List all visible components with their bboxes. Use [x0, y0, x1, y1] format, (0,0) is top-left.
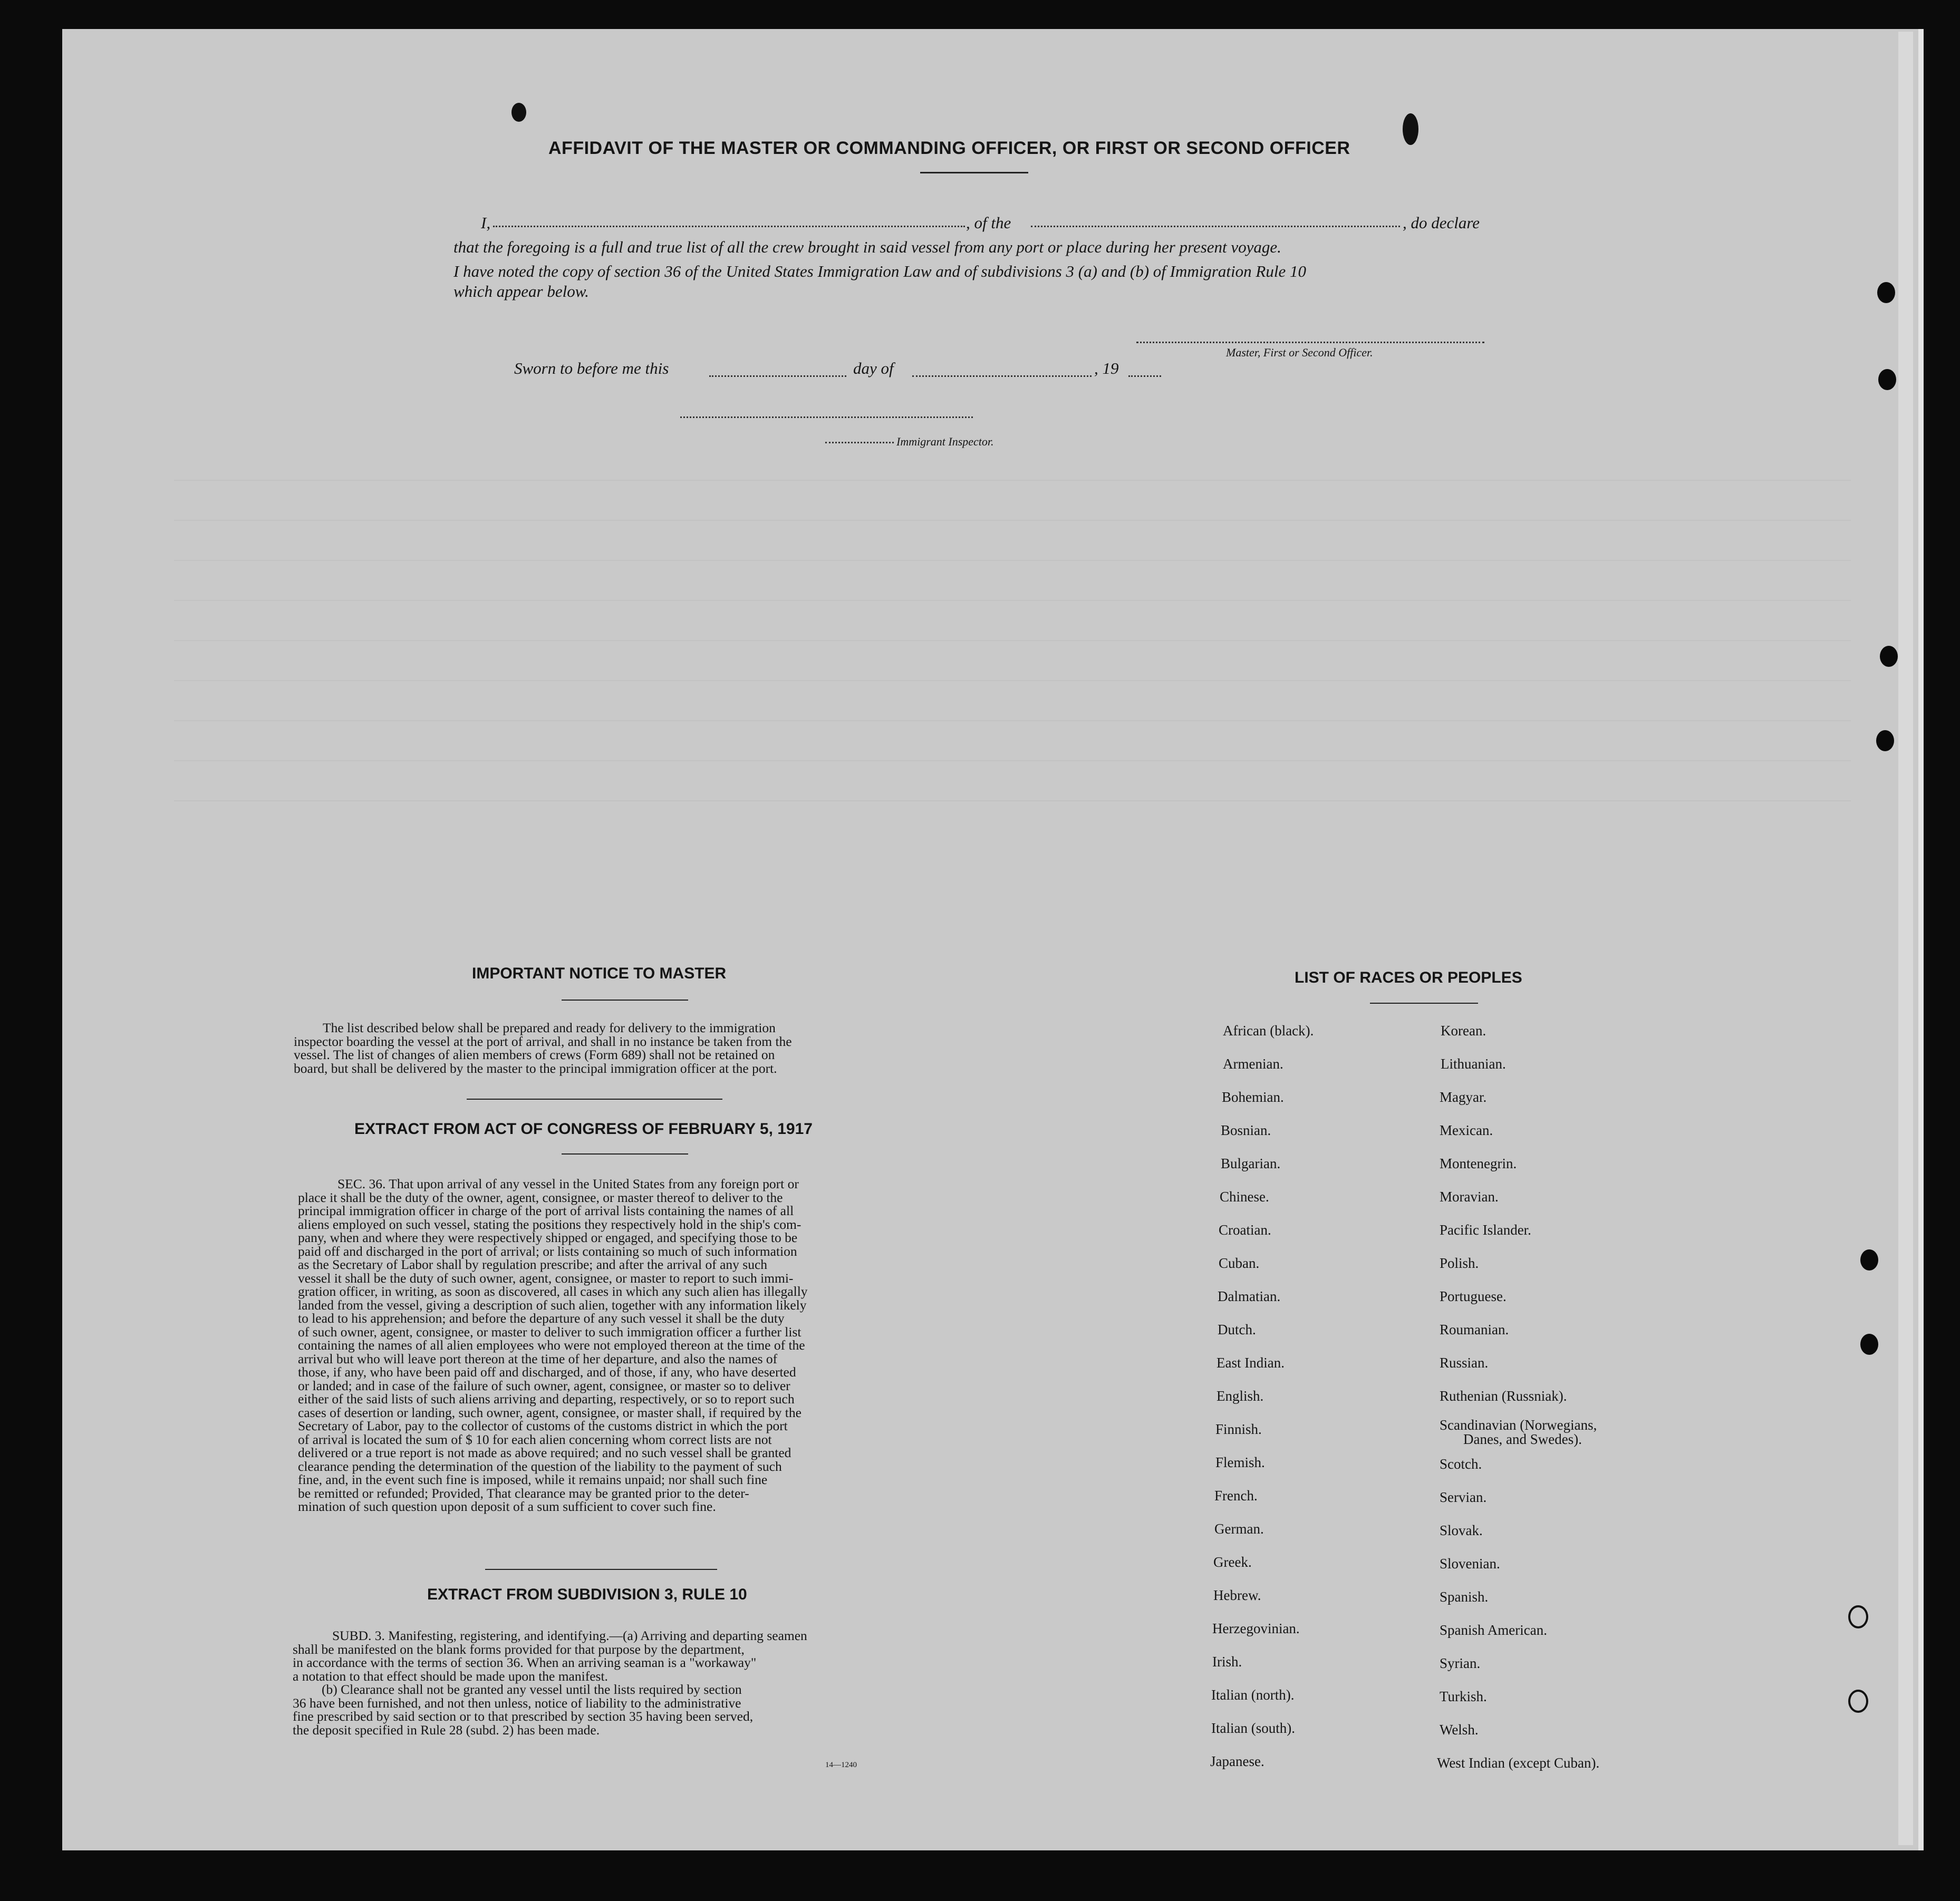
race-item: Armenian.	[1223, 1056, 1283, 1072]
races-rule	[1370, 1003, 1478, 1004]
race-item: Flemish.	[1215, 1454, 1265, 1470]
race-item: Greek.	[1213, 1554, 1252, 1570]
act-line: as the Secretary of Labor shall by regulation prescribe; and after the arrival of any such	[298, 1257, 768, 1272]
notice-rule	[562, 1000, 688, 1001]
act-line: to lead to his apprehension; and before the departure of any such vessel it shall be the duty	[298, 1311, 785, 1326]
race-item: Spanish American.	[1440, 1622, 1547, 1638]
race-item: Italian (north).	[1211, 1687, 1295, 1703]
act-line: be remitted or refunded; Provided, That clearance may be granted prior to the deter-	[298, 1485, 749, 1501]
act-line: SEC. 36. That upon arrival of any vessel in the United States from any foreign port or	[337, 1176, 799, 1191]
sworn-year-field[interactable]	[1128, 375, 1161, 377]
race-item: Roumanian.	[1440, 1322, 1509, 1337]
rule-line: fine prescribed by said section or to that prescribed by section 35 having been served,	[293, 1709, 754, 1724]
punch-hole	[1860, 1334, 1878, 1355]
race-item: Moravian.	[1440, 1189, 1499, 1205]
race-item: Slovak.	[1440, 1522, 1483, 1538]
race-item: African (black).	[1223, 1023, 1314, 1039]
race-item: West Indian (except Cuban).	[1437, 1755, 1600, 1771]
act-line: Secretary of Labor, pay to the collector of customs of the customs district in which the port	[298, 1418, 788, 1433]
inspector-label: Immigrant Inspector.	[896, 435, 994, 448]
race-item: Mexican.	[1440, 1122, 1493, 1138]
race-item: Korean.	[1441, 1023, 1486, 1039]
race-item: Bohemian.	[1222, 1089, 1284, 1105]
race-item: Bosnian.	[1221, 1122, 1271, 1138]
declaration-line-2: that the foregoing is a full and true list of all the crew brought in said vessel from any port or place during her present voyage.	[453, 238, 1281, 256]
act-body	[298, 1177, 928, 1514]
act-line: gration officer, in writing, as soon as discovered, all cases in which any such alien has illegally	[298, 1284, 808, 1299]
race-item: Danes, and Swedes).	[1463, 1431, 1582, 1447]
act-line: or landed; and in case of the failure of such owner, agent, consignee, or master so to deliver	[298, 1378, 790, 1393]
act-line: delivered or a true report is not made as above required; and no such vessel shall be granted	[298, 1445, 791, 1460]
of-the-label: , of the	[966, 214, 1011, 232]
race-item: Italian (south).	[1211, 1720, 1295, 1736]
race-item: Scandinavian (Norwegians,	[1440, 1417, 1597, 1433]
act-line: aliens employed on such vessel, stating the positions they respectively hold in the ship's com-	[298, 1216, 802, 1232]
rule-line: 36 have been furnished, and not then unless, notice of liability to the administrative	[293, 1695, 741, 1711]
race-item: Welsh.	[1440, 1722, 1479, 1738]
act-line: paid off and discharged in the port of arrival; or lists containing so much of such information	[298, 1243, 797, 1259]
race-item: Servian.	[1440, 1489, 1487, 1505]
vessel-name-field[interactable]	[1031, 226, 1400, 227]
race-item: Hebrew.	[1213, 1587, 1261, 1603]
race-item: Irish.	[1212, 1654, 1242, 1670]
act-line: mination of such question upon deposit of a sum sufficient to cover such fine.	[298, 1499, 716, 1514]
act-rule	[562, 1153, 688, 1155]
punch-hole	[1877, 282, 1895, 303]
rule-line: in accordance with the terms of section 36. When an arriving seaman is a "workaway"	[293, 1655, 757, 1670]
year-label: , 19	[1094, 359, 1119, 377]
race-item: Dalmatian.	[1218, 1288, 1281, 1304]
act-line: principal immigration officer in charge of the port of arrival lists containing the names of all	[298, 1203, 794, 1218]
sworn-day-field[interactable]	[709, 375, 846, 377]
act-line: of arrival is located the sum of $ 10 for each alien concerning whom correct lists are not	[298, 1431, 772, 1447]
section-divider	[467, 1099, 722, 1100]
rule-line: a notation to that effect should be made upon the manifest.	[293, 1668, 608, 1684]
declaration-line-4: which appear below.	[453, 282, 589, 300]
race-item: Finnish.	[1215, 1421, 1262, 1437]
sworn-month-field[interactable]	[912, 375, 1092, 377]
race-item: Polish.	[1440, 1255, 1479, 1271]
race-item: Herzegovinian.	[1212, 1621, 1300, 1636]
day-of-label: day of	[853, 359, 894, 377]
title-rule	[920, 172, 1028, 173]
rule-line: (b) Clearance shall not be granted any vessel until the lists required by section	[322, 1682, 742, 1697]
section-divider	[485, 1569, 717, 1570]
act-line: fine, and, in the event such fine is imposed, while it remains unpaid; nor shall such fine	[298, 1472, 768, 1487]
race-item: Scotch.	[1440, 1456, 1482, 1472]
declaration-line-3: I have noted the copy of section 36 of the United States Immigration Law and of subdivisions 3 (a) and (b) of Immigration Rule 10	[453, 262, 1306, 280]
race-item: Japanese.	[1210, 1753, 1264, 1769]
rule-line: the deposit specified in Rule 28 (subd. 2) has been made.	[293, 1722, 600, 1738]
declarant-label: I,	[481, 214, 491, 232]
race-item: Syrian.	[1440, 1655, 1481, 1671]
act-line: landed from the vessel, giving a description of such alien, together with any information likely	[298, 1297, 807, 1313]
race-item: Spanish.	[1440, 1589, 1489, 1605]
punch-hole	[1878, 369, 1896, 390]
race-item: Cuban.	[1219, 1255, 1260, 1271]
declarant-name-field[interactable]	[493, 226, 965, 227]
race-item: Bulgarian.	[1221, 1156, 1281, 1171]
master-signature-label: Master, First or Second Officer.	[1226, 346, 1373, 359]
race-item: Slovenian.	[1440, 1556, 1500, 1572]
master-signature-field[interactable]	[1136, 342, 1484, 343]
do-declare-label: , do declare	[1403, 214, 1480, 232]
notice-line: inspector boarding the vessel at the port of arrival, and shall in no instance be taken from the	[294, 1033, 792, 1049]
race-item: Chinese.	[1220, 1189, 1269, 1205]
punch-hole	[1848, 1690, 1868, 1713]
races-heading: LIST OF RACES OR PEOPLES	[1295, 969, 1522, 986]
act-line: cases of desertion or landing, such owner, agent, consignee, or master shall, if required by the	[298, 1404, 802, 1420]
race-item: German.	[1214, 1521, 1264, 1537]
inspector-signature-field-2[interactable]	[825, 442, 894, 443]
notice-line: vessel. The list of changes of alien members of crews (Form 689) shall not be retained on	[294, 1047, 775, 1062]
sworn-label: Sworn to before me this	[514, 359, 669, 377]
act-line: place it shall be the duty of the owner, agent, consignee, or master thereof to deliver to the	[298, 1189, 783, 1205]
act-line: of such owner, agent, consignee, or master to deliver to such immigration officer a further list	[298, 1324, 802, 1340]
rule-line: SUBD. 3. Manifesting, registering, and identifying.—(a) Arriving and departing seamen	[332, 1628, 807, 1643]
page-edge	[1898, 32, 1913, 1845]
act-heading: EXTRACT FROM ACT OF CONGRESS OF FEBRUARY 5, 1917	[354, 1120, 813, 1138]
race-item: Dutch.	[1218, 1322, 1256, 1337]
inspector-signature-field[interactable]	[680, 416, 973, 418]
act-line: arrival but who will leave port thereon at the time of her departure, and also the names of	[298, 1351, 778, 1366]
ink-blot	[511, 103, 526, 122]
bleed-through-text	[174, 442, 1851, 1074]
notice-line: board, but shall be delivered by the master to the principal immigration officer at the port.	[294, 1060, 777, 1076]
race-item: East Indian.	[1216, 1355, 1285, 1371]
punch-hole	[1860, 1249, 1878, 1270]
race-item: Montenegrin.	[1440, 1156, 1517, 1171]
race-item: Portuguese.	[1440, 1288, 1507, 1304]
act-line: containing the names of all alien employees who were not employed thereon at the time of the	[298, 1337, 805, 1353]
notice-body	[294, 1021, 929, 1075]
ink-blot	[1403, 113, 1418, 145]
affidavit-title: AFFIDAVIT OF THE MASTER OR COMMANDING OFFICER, OR FIRST OR SECOND OFFICER	[548, 138, 1350, 158]
punch-hole	[1876, 730, 1894, 751]
act-line: clearance pending the determination of the question of the liability to the payment of such	[298, 1458, 782, 1474]
race-item: English.	[1216, 1388, 1264, 1404]
notice-line: The list described below shall be prepared and ready for delivery to the immigration	[323, 1020, 776, 1035]
act-line: either of the said lists of such aliens arriving and departing, respectively, or so to report such	[298, 1391, 795, 1407]
race-item: Russian.	[1440, 1355, 1489, 1371]
notice-heading: IMPORTANT NOTICE TO MASTER	[472, 965, 727, 982]
race-item: Ruthenian (Russniak).	[1440, 1388, 1567, 1404]
race-item: French.	[1214, 1488, 1258, 1504]
race-item: Magyar.	[1440, 1089, 1487, 1105]
act-line: those, if any, who have been paid off and discharged, and of those, if any, who have deserted	[298, 1364, 796, 1380]
form-number: 14—1240	[825, 1761, 857, 1769]
race-item: Pacific Islander.	[1440, 1222, 1531, 1238]
act-line: vessel it shall be the duty of such owner, agent, consignee, or master to report to such immi-	[298, 1270, 794, 1286]
act-line: pany, when and where they were respectively shipped or engaged, and specifying those to be	[298, 1230, 798, 1245]
rule-heading: EXTRACT FROM SUBDIVISION 3, RULE 10	[427, 1586, 747, 1603]
race-item: Lithuanian.	[1441, 1056, 1506, 1072]
race-item: Croatian.	[1219, 1222, 1271, 1238]
rule-body	[293, 1629, 920, 1737]
rule-line: shall be manifested on the blank forms provided for that purpose by the department,	[293, 1641, 745, 1657]
punch-hole	[1880, 646, 1898, 667]
race-item: Turkish.	[1440, 1689, 1487, 1704]
punch-hole	[1848, 1605, 1868, 1628]
